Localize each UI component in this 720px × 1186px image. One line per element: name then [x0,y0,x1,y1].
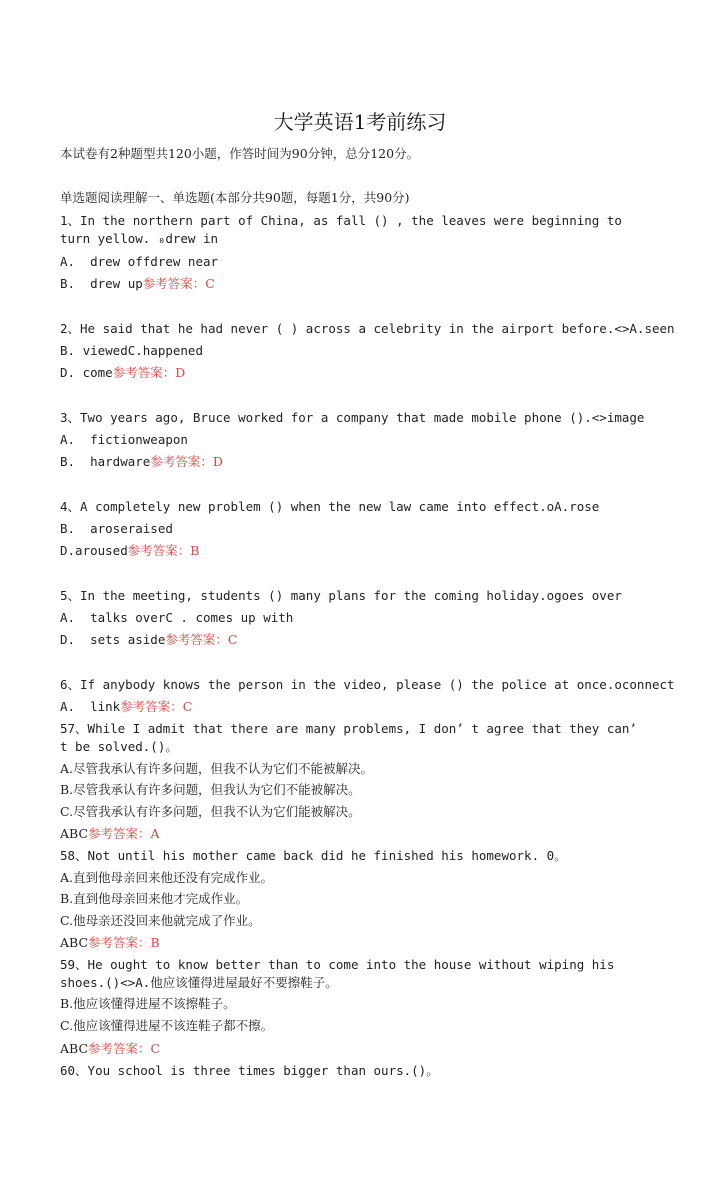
document-title: 大学英语1考前练习 [273,110,447,134]
question-4-option-d [60,542,650,560]
question-6-option-a-text: A. link [60,699,121,714]
question-4-option-d-text: D.aroused [60,543,128,558]
question-4-option-b: B. aroseraised [60,521,173,536]
question-3-option-a: A. fictionweapon [60,432,188,447]
question-6-option-a [60,698,650,716]
question-2-stem: 2、He said that he had never ( ) across a celebrity in the airport before.<>A.seen [60,321,675,336]
question-58-options: ABC [60,935,89,950]
question-3-stem: 3、Two years ago, Bruce worked for a company that made mobile phone ().<>image [60,410,645,425]
question-6-answer: 参考答案：C [120,699,193,714]
question-58-option-a: A.直到他母亲回来他还没有完成作业。 [60,870,274,885]
question-5-stem: 5、In the meeting, students () many plans for the coming holiday.ogoes over [60,588,622,603]
question-3-option-b [60,453,650,471]
question-1-option-b-text: B. drew up [60,276,143,291]
exam-intro: 本试卷有2种题型共120小题，作答时间为90分钟，总分120分。 [60,146,420,161]
question-57-answer: 参考答案：A [88,826,160,841]
question-5-answer: 参考答案：C [165,632,238,647]
question-58-option-c: C.他母亲还没回来他就完成了作业。 [60,913,261,928]
question-57-option-b: B.尽管我承认有许多问题，但我认为它们不能被解决。 [60,782,361,797]
question-57-option-c: C.尽管我承认有许多问题，但我不认为它们能被解决。 [60,804,361,819]
question-1-answer: 参考答案：C [142,276,215,291]
question-5-option-d-text: D. sets aside [60,632,166,647]
question-58-answer: 参考答案：B [88,935,160,950]
question-58-stem: 58、Not until his mother came back did he finished his homework. 0。 [60,848,567,863]
question-57-option-a: A.尽管我承认有许多问题，但我不认为它们不能被解决。 [60,761,374,776]
question-1-option-a: A. drew offdrew near [60,254,219,269]
question-59-option-c: C.他应该懂得进屋不该连鞋子都不擦。 [60,1018,274,1033]
question-2-option-d [60,364,650,382]
question-1-stem: 1、In the northern part of China, as fall () , the leaves were beginning to turn yellow. ₀drew in [60,213,622,246]
question-58-answer-line [60,934,650,952]
question-57-stem: 57、While I admit that there are many problems, I don’ t agree that they can’ t be solved.()。 [60,721,637,754]
section-header: 单选题阅读理解一、单选题(本部分共90题，每题1分，共90分) [60,190,410,205]
question-6-stem: 6、If anybody knows the person in the video, please () the police at once.oconnect [60,677,675,692]
question-59-option-b: B.他应该懂得进屋不该擦鞋子。 [60,996,236,1011]
question-2-option-b: B. viewedC.happened [60,343,203,358]
question-5-option-a: A. talks overC . comes up with [60,610,294,625]
question-4-answer: 参考答案：B [127,543,200,558]
question-59-answer: 参考答案：C [88,1041,161,1056]
question-58-option-b: B.直到他母亲回来他才完成作业。 [60,891,249,906]
question-4-stem: 4、A completely new problem () when the new law came into effect.oA.rose [60,499,600,514]
question-3-option-b-text: B. hardware [60,454,151,469]
question-57-options: ABC [60,826,89,841]
question-1-option-b [60,275,650,293]
question-5-option-d [60,631,650,649]
question-59-answer-line [60,1040,650,1058]
question-2-answer: 参考答案：D [112,365,186,380]
question-59-stem: 59、He ought to know better than to come into the house without wiping his shoes.()<>A.他应该懂得进屋最好不要擦鞋子。 [60,957,615,990]
question-57-answer-line [60,825,650,843]
question-3-answer: 参考答案：D [150,454,223,469]
question-60-stem: 60、You school is three times bigger than ours.()。 [60,1063,439,1078]
question-2-option-d-text: D. come [60,365,113,380]
question-59-options: ABC [60,1041,89,1056]
